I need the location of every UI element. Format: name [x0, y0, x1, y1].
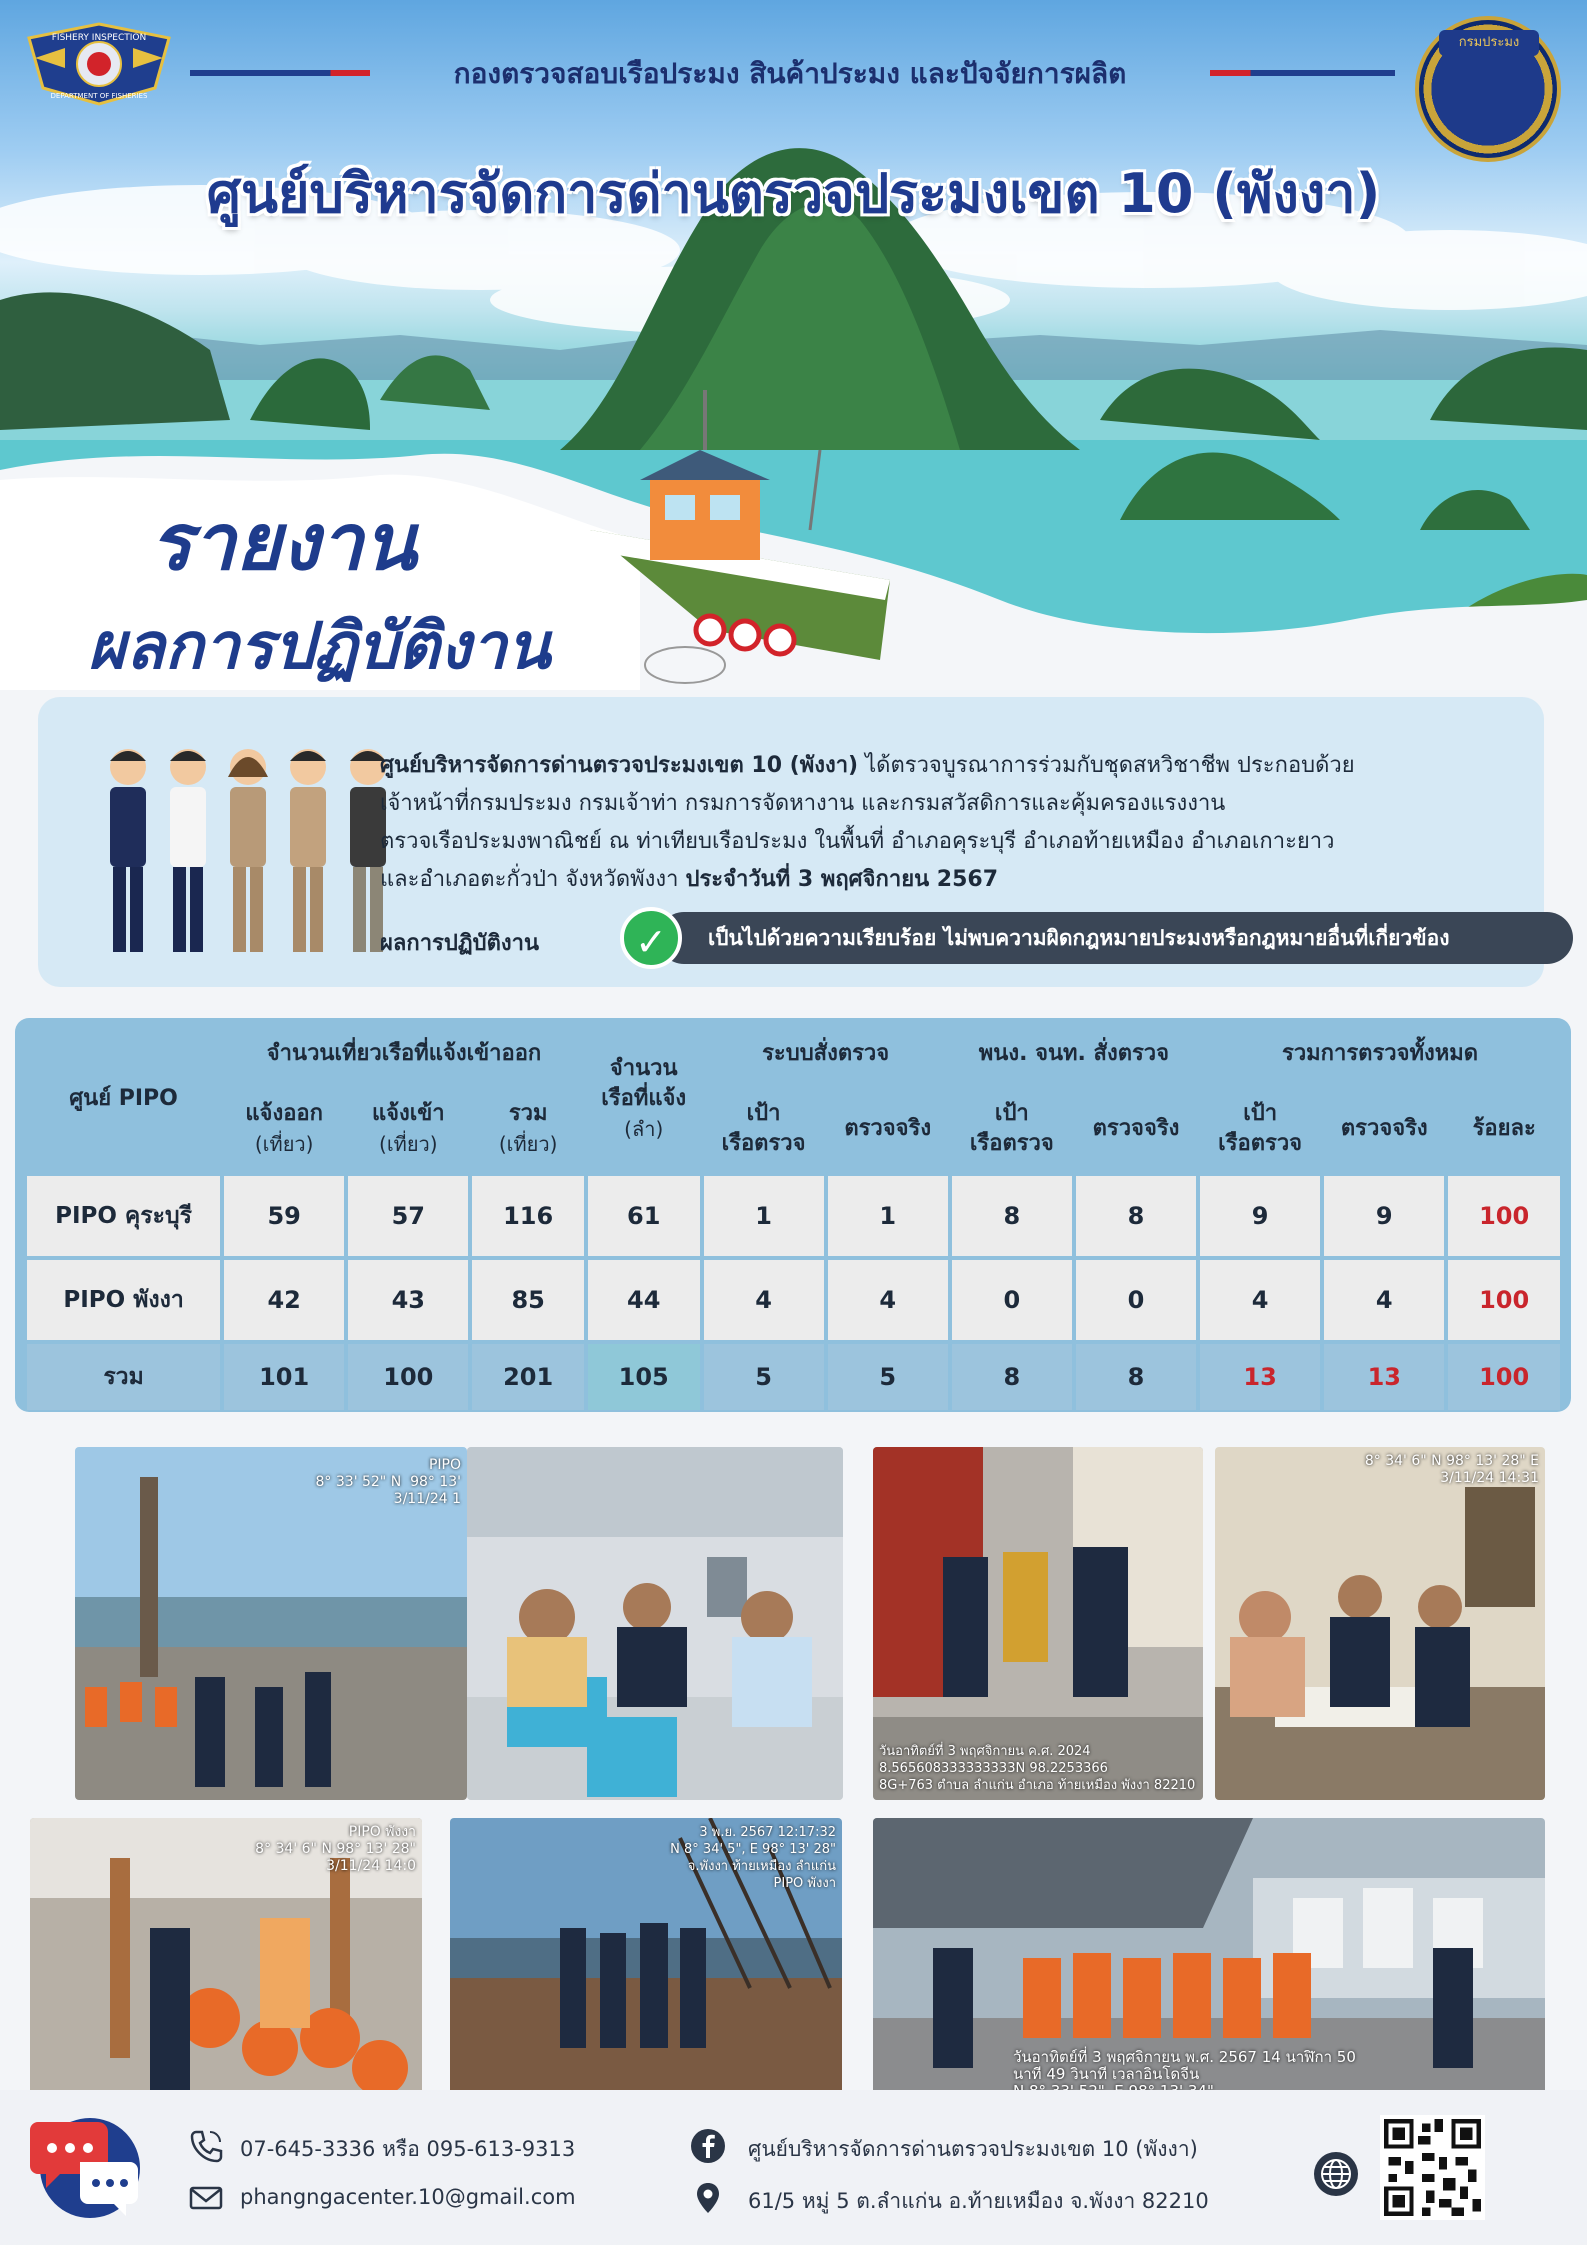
- footer-email: phangngacenter.10@gmail.com: [240, 2185, 576, 2209]
- location-icon: [690, 2180, 726, 2216]
- group-system: ระบบสั่งตรวจ: [704, 1026, 948, 1082]
- col-tot-actual: ตรวจจริง: [1324, 1086, 1444, 1172]
- inspection-stats-table: [23, 1022, 1564, 1414]
- total-name: รวม: [27, 1344, 220, 1410]
- logo-text-top: FISHERY INSPECTION: [51, 33, 147, 43]
- col-off-actual: ตรวจจริง: [1076, 1086, 1196, 1172]
- cell-off-actual: 8: [1076, 1176, 1196, 1256]
- summary-line4: และอำเภอตะกั่วป่า จังหวัดพังงา: [380, 867, 686, 892]
- col-tot-target-l1: เป้า: [1243, 1101, 1278, 1126]
- col-sum: [472, 1086, 584, 1172]
- cell-ships: 44: [588, 1260, 700, 1340]
- col-off-target-l1: เป้า: [994, 1101, 1029, 1126]
- officers-illustration: [88, 737, 398, 962]
- cell-percent: 100: [1448, 1176, 1560, 1256]
- cell-ships: 61: [588, 1176, 700, 1256]
- photo-dockside-paperwork: [873, 1447, 1203, 1800]
- cell-sys-actual: 4: [828, 1260, 948, 1340]
- total-off-actual: 8: [1076, 1344, 1196, 1410]
- total-off-target: 8: [952, 1344, 1072, 1410]
- photo-crew-check: [30, 1818, 422, 2108]
- group-total: รวมการตรวจทั้งหมด: [1200, 1026, 1560, 1082]
- col-ships-line1: จำนวน: [609, 1056, 678, 1081]
- summary-date: ประจำวันที่ 3 พฤศจิกายน 2567: [685, 867, 999, 892]
- summary-box: [38, 697, 1544, 987]
- cell-sys-actual: 1: [828, 1176, 948, 1256]
- footer-address: 61/5 หมู่ 5 ต.ลำแก่น อ.ท้ายเหมือง จ.พังงา 82210: [748, 2189, 1209, 2213]
- cell-sys-target: 4: [704, 1260, 824, 1340]
- group-trips: จำนวนเที่ยวเรือที่แจ้งเข้าออก: [224, 1026, 584, 1082]
- cell-out: 59: [224, 1176, 344, 1256]
- total-sum: 201: [472, 1344, 584, 1410]
- chat-icon: [30, 2112, 140, 2218]
- cell-tot-target: 9: [1200, 1176, 1320, 1256]
- table-row: [27, 1260, 1560, 1340]
- col-out-label: แจ้งออก: [245, 1101, 323, 1126]
- department-title: กองตรวจสอบเรือประมง สินค้าประมง และปัจจัยการผลิต: [453, 57, 1127, 90]
- photo-document-check: [467, 1447, 843, 1800]
- header-rule-right: [1210, 70, 1395, 76]
- photo-timestamp: วันอาทิตย์ที่ 3 พฤศจิกายน พ.ศ. 2567 14 นาฬิกา 50 นาที 49 วินาที เวลาอินโดจีน: [1013, 2048, 1356, 2083]
- unit-trip-out: (เที่ยว): [254, 1132, 314, 1156]
- cell-out: 42: [224, 1260, 344, 1340]
- cell-tot-actual: 9: [1324, 1176, 1444, 1256]
- col-tot-target: [1200, 1086, 1320, 1172]
- photo-timestamp: 8° 34' 6" N 98° 13' 28" E 3/11/24 14:31: [1364, 1453, 1539, 1486]
- check-icon: ✓: [620, 907, 682, 969]
- seal-ribbon-text: กรมประมง: [1439, 30, 1539, 56]
- cell-off-actual: 0: [1076, 1260, 1196, 1340]
- fishery-inspection-logo: [25, 18, 173, 108]
- footer-facebook: ศูนย์บริหารจัดการด่านตรวจประมงเขต 10 (พังงา): [748, 2137, 1198, 2161]
- cell-sum: 85: [472, 1260, 584, 1340]
- summary-line2: เจ้าหน้าที่กรมประมง กรมเจ้าท่า กรมการจัดหางาน และกรมสวัสดิการและคุ้มครองแรงงาน: [380, 791, 1226, 816]
- total-in: 100: [348, 1344, 468, 1410]
- cell-off-target: 0: [952, 1260, 1072, 1340]
- table-total-row: [27, 1344, 1560, 1410]
- photo-group-at-pier: [873, 1818, 1545, 2108]
- result-label: ผลการปฏิบัติงาน: [380, 931, 539, 956]
- photo-timestamp: PIPO พังงา 8° 34' 6" N 98° 13' 28" 3/11/24 14:0: [255, 1824, 416, 1874]
- summary-lead: ศูนย์บริหารจัดการด่านตรวจประมงเขต 10 (พังงา): [380, 753, 859, 778]
- table-row: [27, 1176, 1560, 1256]
- footer-phone: 07-645-3336 หรือ 095-613-9313: [240, 2137, 576, 2161]
- total-sys-actual: 5: [828, 1344, 948, 1410]
- col-sys-target-l1: เป้า: [746, 1101, 781, 1126]
- unit-ship: (ลำ): [624, 1117, 664, 1141]
- col-sys-target-l2: เรือตรวจ: [721, 1131, 806, 1156]
- photo-timestamp: 3 พ.ย. 2567 12:17:32 N 8° 34' 5", E 98° 13' 28" จ.พังงา ท้ายเหมือง ลำแก่น PIPO พังงา: [670, 1825, 836, 1891]
- total-percent: 100: [1448, 1344, 1560, 1410]
- col-off-target: [952, 1086, 1072, 1172]
- cell-tot-actual: 4: [1324, 1260, 1444, 1340]
- col-sys-target: [704, 1086, 824, 1172]
- col-sum-label: รวม: [508, 1101, 548, 1126]
- total-tot-actual: 13: [1324, 1344, 1444, 1410]
- total-tot-target: 13: [1200, 1344, 1320, 1410]
- result-text: เป็นไปด้วยความเรียบร้อย ไม่พบความผิดกฎหมายประมงหรือกฎหมายอื่นที่เกี่ยวข้อง: [708, 926, 1450, 950]
- col-ships-line2: เรือที่แจ้ง: [601, 1086, 687, 1111]
- photo-timestamp: PIPO 8° 33' 52" N 98° 13' 3/11/24 1: [315, 1457, 461, 1507]
- col-out: [224, 1086, 344, 1172]
- photo-timestamp: วันอาทิตย์ที่ 3 พฤศจิกายน ค.ศ. 2024 8.565608333333333N 98.2253366 8G+763 ตำบล ลำแก่น อำเภอ ท้ายเหมือง พังงา 82210: [879, 1744, 1196, 1793]
- cell-off-target: 8: [952, 1176, 1072, 1256]
- summary-line1: ได้ตรวจบูรณาการร่วมกับชุดสหวิชาชีพ ประกอบด้วย: [858, 753, 1355, 778]
- cell-percent: 100: [1448, 1260, 1560, 1340]
- logo-text-bottom: DEPARTMENT OF FISHERIES: [50, 92, 148, 100]
- col-percent: ร้อยละ: [1448, 1086, 1560, 1172]
- col-center: ศูนย์ PIPO: [27, 1026, 220, 1172]
- globe-icon: [1312, 2150, 1360, 2198]
- total-ships: 105: [588, 1344, 700, 1410]
- col-in: [348, 1086, 468, 1172]
- department-of-fisheries-seal: [1415, 16, 1561, 162]
- facebook-icon: [690, 2128, 726, 2164]
- stats-table-panel: [15, 1018, 1571, 1412]
- unit-trip-sum: (เที่ยว): [498, 1132, 558, 1156]
- col-sys-actual: ตรวจจริง: [828, 1086, 948, 1172]
- hero-banner: [0, 0, 1587, 690]
- total-out: 101: [224, 1344, 344, 1410]
- phone-icon: [188, 2128, 224, 2164]
- photo-indoor-inspection: [1215, 1447, 1545, 1800]
- cell-tot-target: 4: [1200, 1260, 1320, 1340]
- photo-officers-on-deck: [450, 1818, 842, 2108]
- group-officer: พนง. จนท. สั่งตรวจ: [952, 1026, 1196, 1082]
- row-name: PIPO คุระบุรี: [27, 1176, 220, 1256]
- col-ships: [588, 1026, 700, 1172]
- unit-trip-in: (เที่ยว): [379, 1132, 438, 1156]
- report-title: รายงาน: [150, 498, 417, 588]
- summary-text: [380, 747, 1520, 899]
- cell-sys-target: 1: [704, 1176, 824, 1256]
- page-title: ศูนย์บริหารจัดการด่านตรวจประมงเขต 10 (พังงา): [206, 162, 1381, 225]
- cell-sum: 116: [472, 1176, 584, 1256]
- report-subtitle: ผลการปฏิบัติงาน: [88, 610, 551, 684]
- email-icon: [188, 2180, 224, 2216]
- photo-pier-inspection: [75, 1447, 467, 1800]
- result-banner: [658, 912, 1573, 964]
- header-rule-left: [190, 70, 370, 76]
- summary-line3: ตรวจเรือประมงพาณิชย์ ณ ท่าเทียบเรือประมง ในพื้นที่ อำเภอคุระบุรี อำเภอท้ายเหมือง อำเภอเกาะยาว: [380, 829, 1335, 854]
- col-off-target-l2: เรือตรวจ: [969, 1131, 1054, 1156]
- cell-in: 43: [348, 1260, 468, 1340]
- col-in-label: แจ้งเข้า: [371, 1101, 445, 1126]
- total-sys-target: 5: [704, 1344, 824, 1410]
- col-tot-target-l2: เรือตรวจ: [1218, 1131, 1303, 1156]
- qr-code[interactable]: [1380, 2115, 1485, 2220]
- cell-in: 57: [348, 1176, 468, 1256]
- row-name: PIPO พังงา: [27, 1260, 220, 1340]
